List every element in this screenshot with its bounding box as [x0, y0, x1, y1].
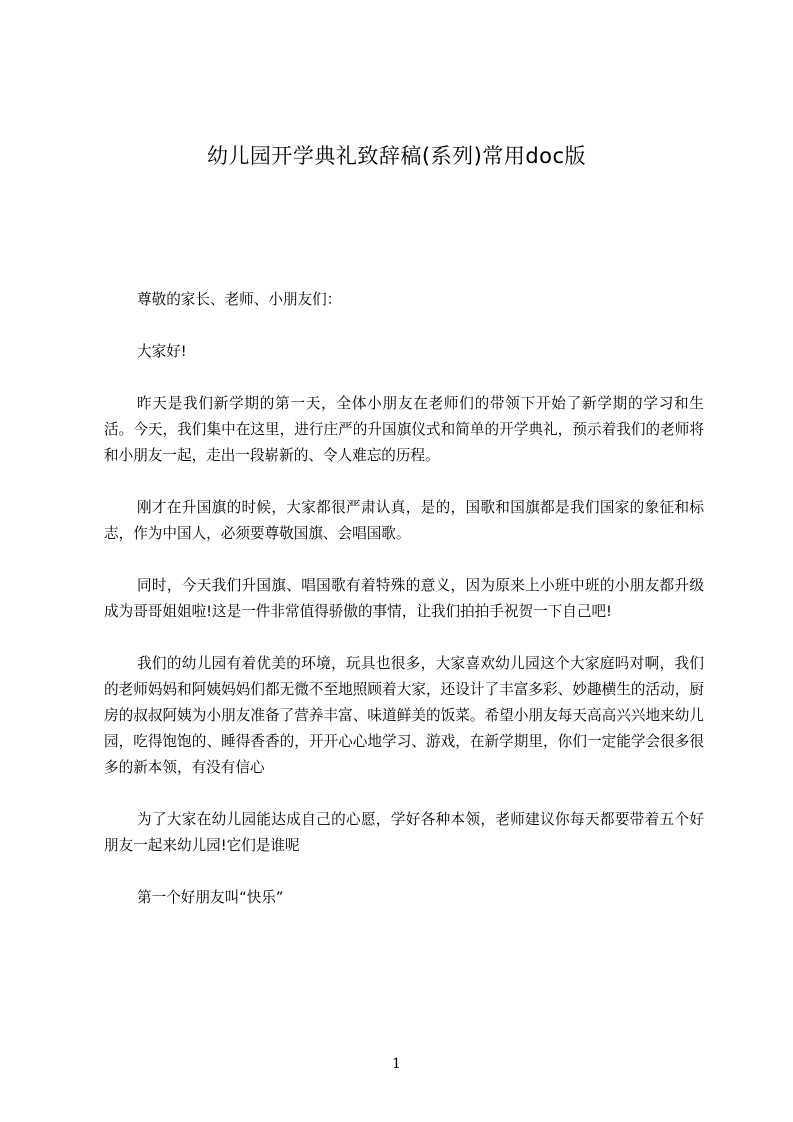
paragraph: 同时，今天我们升国旗、唱国歌有着特殊的意义，因为原来上小班中班的小朋友都升级成为哥哥姐姐啦!这是一件非常值得骄傲的事情，让我们拍拍手祝贺一下自己吧!	[104, 577, 704, 620]
paragraph-greeting: 大家好!	[137, 343, 187, 360]
paragraph: 为了大家在幼儿园能达成自己的心愿，学好各种本领，老师建议你每天都要带着五个好朋友一起来幼儿园!它们是谁呢	[104, 811, 704, 854]
document-title: 幼儿园开学典礼致辞稿(系列)常用doc版	[206, 144, 587, 168]
document-body	[104, 287, 704, 937]
paragraph: 昨天是我们新学期的第一天，全体小朋友在老师们的带领下开始了新学期的学习和生活。今天，我们集中在这里，进行庄严的升国旗仪式和简单的开学典礼，预示着我们的老师将和小朋友一起，走出一段崭新的、令人难忘的历程。	[104, 395, 704, 464]
paragraph: 刚才在升国旗的时候，大家都很严肃认真，是的，国歌和国旗都是我们国家的象征和标志，作为中国人，必须要尊敬国旗、会唱国歌。	[104, 499, 704, 542]
paragraph: 第一个好朋友叫“快乐”	[137, 889, 284, 906]
page-number: 1	[392, 1056, 401, 1072]
paragraph-salutation: 尊敬的家长、老师、小朋友们：	[137, 291, 342, 308]
paragraph: 我们的幼儿园有着优美的环境，玩具也很多，大家喜欢幼儿园这个大家庭吗对啊，我们的老师妈妈和阿姨妈妈们都无微不至地照顾着大家，还设计了丰富多彩、妙趣横生的活动，厨房的叔叔阿姨为小朋友准备了营养丰富、味道鲜美的饭菜。希望小朋友每天高高兴兴地来幼儿园，吃得饱饱的、睡得香香的，开开心心地学习、游戏，在新学期里，你们一定能学会很多很多的新本领，有没有信心	[104, 655, 704, 776]
